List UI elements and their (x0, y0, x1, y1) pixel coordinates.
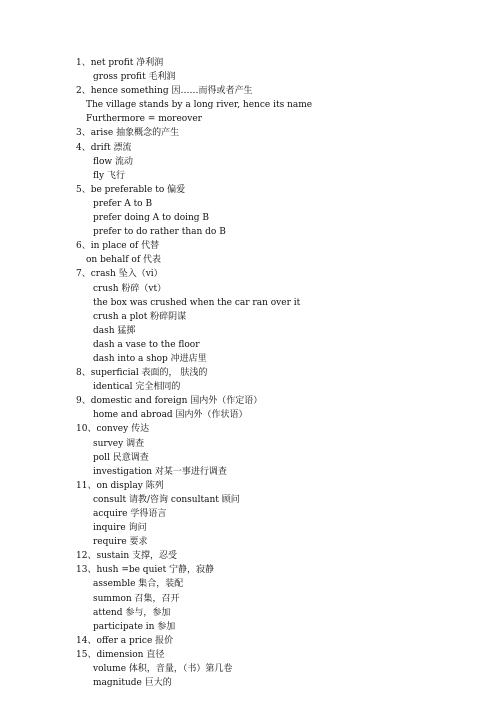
entry-detail: participate in 参加 (93, 621, 176, 632)
entry-heading: 11、on display 陈列 (76, 480, 164, 491)
entry-detail: The village stands by a long river, hence its name (86, 100, 313, 111)
entry-detail: home and abroad 国内外（作状语） (93, 410, 248, 421)
entry-detail: attend 参与，参加 (93, 607, 171, 618)
entry-detail: survey 调查 (93, 438, 145, 449)
entry-detail: on behalf of 代表 (86, 255, 162, 266)
entry-detail: investigation 对某一事进行调查 (93, 466, 227, 477)
entry-heading: 15、dimension 直径 (76, 649, 165, 660)
entry-detail: inquire 询问 (93, 523, 147, 534)
entry-detail: the box was crushed when the car ran over it (93, 297, 301, 308)
entry-detail: acquire 学得语言 (93, 509, 167, 519)
entry-detail: assemble 集合，装配 (93, 579, 184, 590)
entry-detail: prefer to do rather than do B (93, 227, 226, 238)
entry-detail: volume 体积，音量，（书）第几卷 (93, 664, 233, 675)
entry-heading: 3、arise 抽象概念的产生 (76, 128, 180, 139)
entry-heading: 9、domestic and foreign 国内外（作定语） (76, 396, 263, 407)
entry-detail: require 要求 (93, 537, 148, 548)
entry-heading: 12、sustain 支撑，忍受 (76, 551, 178, 562)
vocabulary-notes (0, 56, 496, 690)
entry-detail: dash a vase to the floor (93, 339, 200, 350)
entry-detail: dash into a shop 冲进店里 (93, 353, 207, 364)
entry-detail: prefer doing A to doing B (93, 213, 210, 224)
entry-detail: flow 流动 (93, 156, 133, 167)
entry-heading: 10、convey 传达 (76, 424, 150, 435)
entry-heading: 1、net profit 净利润 (76, 58, 164, 68)
entry-heading: 4、drift 漂流 (76, 142, 132, 153)
entry-detail: prefer A to B (93, 198, 153, 209)
entry-detail: poll 民意调查 (93, 452, 149, 463)
entry-detail: summon 召集，召开 (93, 593, 180, 604)
entry-detail: magnitude 巨大的 (93, 678, 172, 689)
entry-detail: Furthermore = moreover (86, 114, 202, 125)
entry-heading: 7、crash 坠入（vi） (76, 269, 163, 280)
entry-detail: gross profit 毛利润 (93, 72, 176, 83)
entry-detail: fly 飞行 (93, 170, 125, 181)
entry-heading: 8、superficial 表面的， 肤浅的 (76, 368, 208, 379)
entry-detail: identical 完全相同的 (93, 382, 181, 393)
entry-detail: dash 猛掷 (93, 325, 136, 336)
entry-detail: crush a plot 粉碎阴谋 (93, 311, 187, 322)
entry-detail: consult 请教/咨询 consultant 顾问 (93, 494, 240, 505)
entry-heading: 14、offer a price 报价 (76, 635, 174, 646)
entry-detail: crush 粉碎（vt） (93, 283, 167, 294)
entry-heading: 13、hush =be quiet 宁静，寂静 (76, 565, 215, 576)
entry-heading: 2、hence something 因……而得或者产生 (76, 86, 253, 97)
entry-heading: 5、be preferable to 偏爱 (76, 184, 186, 195)
entry-heading: 6、in place of 代替 (76, 241, 160, 252)
